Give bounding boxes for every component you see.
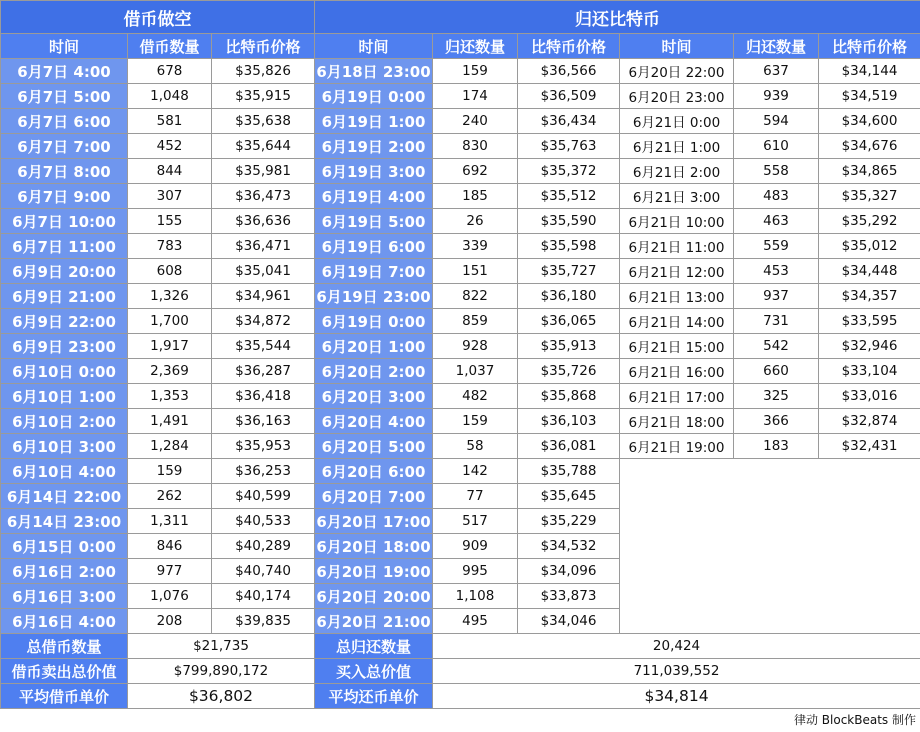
borrow-time-cell: 6月16日 4:00 (1, 609, 128, 634)
return2-time-cell: 6月21日 13:00 (620, 284, 734, 309)
return1-amount-cell: 909 (433, 534, 518, 559)
return1-amount-cell: 482 (433, 384, 518, 409)
return1-amount-cell: 174 (433, 84, 518, 109)
summary-row (1, 659, 920, 684)
table-row (1, 159, 920, 184)
return1-price-cell: $35,598 (518, 234, 620, 259)
return1-time-cell: 6月20日 5:00 (315, 434, 433, 459)
return1-time-cell: 6月18日 23:00 (315, 59, 433, 84)
return1-amount-cell: 26 (433, 209, 518, 234)
borrow-price-cell: $35,544 (212, 334, 315, 359)
return1-price-cell: $36,434 (518, 109, 620, 134)
return1-amount-cell: 159 (433, 409, 518, 434)
return1-time-cell: 6月20日 2:00 (315, 359, 433, 384)
return1-price-cell: $35,726 (518, 359, 620, 384)
return2-time-cell: 6月21日 11:00 (620, 234, 734, 259)
table-row (1, 209, 920, 234)
borrow-avg-value: $36,802 (128, 684, 315, 709)
return2-amount-cell: 483 (734, 184, 819, 209)
borrow-time-cell: 6月7日 8:00 (1, 159, 128, 184)
return1-time-cell: 6月19日 4:00 (315, 184, 433, 209)
borrow-time-cell: 6月10日 2:00 (1, 409, 128, 434)
return1-time-cell: 6月19日 5:00 (315, 209, 433, 234)
return1-price-cell: $35,868 (518, 384, 620, 409)
borrow-amount-cell: 1,491 (128, 409, 212, 434)
return1-price-cell: $33,873 (518, 584, 620, 609)
borrow-amount-cell: 2,369 (128, 359, 212, 384)
borrow-price-cell: $36,253 (212, 459, 315, 484)
return1-price-cell: $35,727 (518, 259, 620, 284)
return2-time-cell: 6月21日 17:00 (620, 384, 734, 409)
borrow-amount-cell: 1,048 (128, 84, 212, 109)
summary-row (1, 684, 920, 709)
return1-price-cell: $35,372 (518, 159, 620, 184)
return-bought-label: 买入总价值 (315, 659, 433, 684)
return1-price-cell: $36,065 (518, 309, 620, 334)
return2-price-cell: $34,676 (819, 134, 920, 159)
table-row (1, 109, 920, 134)
return2-amount-cell: 558 (734, 159, 819, 184)
borrow-time-cell: 6月7日 4:00 (1, 59, 128, 84)
borrow-price-cell: $36,163 (212, 409, 315, 434)
return2-price-cell: $34,519 (819, 84, 920, 109)
summary-rows (1, 634, 920, 709)
return-avg-value: $34,814 (433, 684, 920, 709)
borrow-time-cell: 6月7日 9:00 (1, 184, 128, 209)
borrow-price-cell: $34,872 (212, 309, 315, 334)
return-section-title: 归还比特币 (315, 1, 920, 34)
borrow-price-cell: $40,533 (212, 509, 315, 534)
borrow-time-cell: 6月10日 0:00 (1, 359, 128, 384)
borrow-time-cell: 6月10日 3:00 (1, 434, 128, 459)
return1-amount-cell: 495 (433, 609, 518, 634)
borrow-amount-cell: 159 (128, 459, 212, 484)
borrow-total-label: 总借币数量 (1, 634, 128, 659)
table-row (1, 309, 920, 334)
borrow-amount-cell: 155 (128, 209, 212, 234)
borrow-price-cell: $35,644 (212, 134, 315, 159)
return2-amount-cell: 731 (734, 309, 819, 334)
return1-time-cell: 6月20日 21:00 (315, 609, 433, 634)
return2-price-cell: $34,357 (819, 284, 920, 309)
return2-price-cell: $35,292 (819, 209, 920, 234)
return-total-label: 总归还数量 (315, 634, 433, 659)
borrow-total-value: $21,735 (128, 634, 315, 659)
borrow-amount-cell: 1,700 (128, 309, 212, 334)
return1-amount-cell: 151 (433, 259, 518, 284)
borrow-amount-cell: 452 (128, 134, 212, 159)
return2-amount-cell: 453 (734, 259, 819, 284)
col-header-btc-price: 比特币价格 (212, 34, 315, 59)
return2-time-cell: 6月21日 15:00 (620, 334, 734, 359)
table-row (1, 384, 920, 409)
borrow-section-title: 借币做空 (1, 1, 315, 34)
borrow-time-cell: 6月9日 22:00 (1, 309, 128, 334)
return1-price-cell: $34,046 (518, 609, 620, 634)
borrow-price-cell: $35,915 (212, 84, 315, 109)
column-header-row (1, 34, 920, 59)
return1-price-cell: $35,229 (518, 509, 620, 534)
return2-time-cell: 6月21日 2:00 (620, 159, 734, 184)
return1-amount-cell: 1,108 (433, 584, 518, 609)
borrow-amount-cell: 678 (128, 59, 212, 84)
return2-time-cell: 6月20日 23:00 (620, 84, 734, 109)
return2-time-cell: 6月21日 12:00 (620, 259, 734, 284)
return2-time-cell: 6月21日 16:00 (620, 359, 734, 384)
return-bought-value: 711,039,552 (433, 659, 920, 684)
return1-time-cell: 6月19日 6:00 (315, 234, 433, 259)
borrow-price-cell: $35,981 (212, 159, 315, 184)
table-row (1, 84, 920, 109)
return1-amount-cell: 830 (433, 134, 518, 159)
return2-time-cell: 6月21日 1:00 (620, 134, 734, 159)
borrow-time-cell: 6月10日 4:00 (1, 459, 128, 484)
return1-time-cell: 6月19日 0:00 (315, 84, 433, 109)
return1-time-cell: 6月20日 18:00 (315, 534, 433, 559)
borrow-amount-cell: 1,284 (128, 434, 212, 459)
title-row (1, 1, 920, 34)
return2-time-cell: 6月20日 22:00 (620, 59, 734, 84)
return1-amount-cell: 995 (433, 559, 518, 584)
return2-time-cell: 6月21日 18:00 (620, 409, 734, 434)
col-header-return-amount: 归还数量 (734, 34, 819, 59)
return2-amount-cell: 463 (734, 209, 819, 234)
borrow-time-cell: 6月7日 11:00 (1, 234, 128, 259)
return1-price-cell: $35,913 (518, 334, 620, 359)
return1-price-cell: $36,509 (518, 84, 620, 109)
borrow-sold-value: $799,890,172 (128, 659, 315, 684)
borrow-amount-cell: 307 (128, 184, 212, 209)
col-header-time: 时间 (1, 34, 128, 59)
borrow-time-cell: 6月7日 6:00 (1, 109, 128, 134)
return-avg-label: 平均还币单价 (315, 684, 433, 709)
borrow-time-cell: 6月9日 23:00 (1, 334, 128, 359)
borrow-amount-cell: 262 (128, 484, 212, 509)
return1-amount-cell: 185 (433, 184, 518, 209)
return2-time-cell: 6月21日 10:00 (620, 209, 734, 234)
col-header-btc-price: 比特币价格 (819, 34, 920, 59)
borrow-price-cell: $35,041 (212, 259, 315, 284)
borrow-price-cell: $36,418 (212, 384, 315, 409)
borrow-time-cell: 6月7日 5:00 (1, 84, 128, 109)
return1-time-cell: 6月20日 1:00 (315, 334, 433, 359)
return1-amount-cell: 517 (433, 509, 518, 534)
borrow-price-cell: $40,740 (212, 559, 315, 584)
return1-price-cell: $35,763 (518, 134, 620, 159)
table-row (1, 284, 920, 309)
return1-time-cell: 6月20日 19:00 (315, 559, 433, 584)
return1-amount-cell: 77 (433, 484, 518, 509)
return2-amount-cell: 937 (734, 284, 819, 309)
borrow-amount-cell: 208 (128, 609, 212, 634)
table-row (1, 134, 920, 159)
return1-amount-cell: 339 (433, 234, 518, 259)
table-row (1, 234, 920, 259)
borrow-amount-cell: 1,326 (128, 284, 212, 309)
table-row (1, 334, 920, 359)
borrow-time-cell: 6月7日 7:00 (1, 134, 128, 159)
return2-amount-cell: 366 (734, 409, 819, 434)
return2-price-cell: $32,874 (819, 409, 920, 434)
borrow-price-cell: $40,599 (212, 484, 315, 509)
return2-amount-cell: 594 (734, 109, 819, 134)
return1-price-cell: $35,590 (518, 209, 620, 234)
return2-time-cell: 6月21日 14:00 (620, 309, 734, 334)
return2-price-cell: $33,595 (819, 309, 920, 334)
return1-price-cell: $34,532 (518, 534, 620, 559)
borrow-avg-label: 平均借币单价 (1, 684, 128, 709)
footer (0, 708, 920, 730)
return1-time-cell: 6月20日 6:00 (315, 459, 433, 484)
return1-time-cell: 6月20日 4:00 (315, 409, 433, 434)
borrow-price-cell: $39,835 (212, 609, 315, 634)
return2-amount-cell: 542 (734, 334, 819, 359)
borrow-sold-label: 借币卖出总价值 (1, 659, 128, 684)
data-rows (1, 59, 920, 634)
borrow-price-cell: $40,289 (212, 534, 315, 559)
borrow-price-cell: $40,174 (212, 584, 315, 609)
return1-time-cell: 6月19日 0:00 (315, 309, 433, 334)
borrow-amount-cell: 844 (128, 159, 212, 184)
return2-time-cell: 6月21日 0:00 (620, 109, 734, 134)
col-header-time: 时间 (620, 34, 734, 59)
borrow-amount-cell: 608 (128, 259, 212, 284)
return1-time-cell: 6月19日 7:00 (315, 259, 433, 284)
table-row (1, 359, 920, 384)
return2-amount-cell: 660 (734, 359, 819, 384)
col-header-btc-price: 比特币价格 (518, 34, 620, 59)
return1-price-cell: $35,788 (518, 459, 620, 484)
credit-text: 律动 BlockBeats 制作 (793, 713, 916, 727)
table-row (1, 259, 920, 284)
table-row (1, 434, 920, 459)
return1-price-cell: $36,180 (518, 284, 620, 309)
return1-amount-cell: 1,037 (433, 359, 518, 384)
return2-price-cell: $33,016 (819, 384, 920, 409)
borrow-time-cell: 6月15日 0:00 (1, 534, 128, 559)
return1-amount-cell: 142 (433, 459, 518, 484)
return1-price-cell: $35,645 (518, 484, 620, 509)
borrow-amount-cell: 1,353 (128, 384, 212, 409)
return1-price-cell: $36,103 (518, 409, 620, 434)
table-row (1, 459, 920, 484)
return1-amount-cell: 928 (433, 334, 518, 359)
return2-price-cell: $34,448 (819, 259, 920, 284)
borrow-price-cell: $34,961 (212, 284, 315, 309)
return1-amount-cell: 822 (433, 284, 518, 309)
col-header-return-amount: 归还数量 (433, 34, 518, 59)
borrow-price-cell: $35,826 (212, 59, 315, 84)
borrow-price-cell: $36,636 (212, 209, 315, 234)
borrow-time-cell: 6月7日 10:00 (1, 209, 128, 234)
return1-time-cell: 6月19日 1:00 (315, 109, 433, 134)
return2-price-cell: $35,327 (819, 184, 920, 209)
return1-time-cell: 6月19日 3:00 (315, 159, 433, 184)
return2-price-cell: $33,104 (819, 359, 920, 384)
borrow-time-cell: 6月14日 22:00 (1, 484, 128, 509)
borrow-time-cell: 6月9日 20:00 (1, 259, 128, 284)
return1-amount-cell: 692 (433, 159, 518, 184)
return2-price-cell: $32,431 (819, 434, 920, 459)
return1-amount-cell: 240 (433, 109, 518, 134)
col-header-borrow-amount: 借币数量 (128, 34, 212, 59)
return1-time-cell: 6月19日 2:00 (315, 134, 433, 159)
return2-amount-cell: 939 (734, 84, 819, 109)
return2-amount-cell: 325 (734, 384, 819, 409)
borrow-time-cell: 6月16日 3:00 (1, 584, 128, 609)
borrow-amount-cell: 977 (128, 559, 212, 584)
return1-price-cell: $34,096 (518, 559, 620, 584)
return1-time-cell: 6月20日 3:00 (315, 384, 433, 409)
return1-amount-cell: 159 (433, 59, 518, 84)
return1-time-cell: 6月20日 17:00 (315, 509, 433, 534)
return1-price-cell: $36,566 (518, 59, 620, 84)
empty-area (620, 459, 920, 634)
return1-time-cell: 6月20日 20:00 (315, 584, 433, 609)
borrow-price-cell: $36,471 (212, 234, 315, 259)
table-row (1, 59, 920, 84)
return1-time-cell: 6月20日 7:00 (315, 484, 433, 509)
borrow-amount-cell: 846 (128, 534, 212, 559)
summary-row (1, 634, 920, 659)
borrow-time-cell: 6月9日 21:00 (1, 284, 128, 309)
borrow-amount-cell: 783 (128, 234, 212, 259)
return2-amount-cell: 183 (734, 434, 819, 459)
table-row (1, 184, 920, 209)
borrow-price-cell: $36,287 (212, 359, 315, 384)
borrow-amount-cell: 1,917 (128, 334, 212, 359)
return2-time-cell: 6月21日 19:00 (620, 434, 734, 459)
borrow-amount-cell: 1,311 (128, 509, 212, 534)
borrow-price-cell: $36,473 (212, 184, 315, 209)
return2-price-cell: $32,946 (819, 334, 920, 359)
return2-amount-cell: 559 (734, 234, 819, 259)
return2-amount-cell: 610 (734, 134, 819, 159)
col-header-time: 时间 (315, 34, 433, 59)
borrow-time-cell: 6月16日 2:00 (1, 559, 128, 584)
return2-time-cell: 6月21日 3:00 (620, 184, 734, 209)
return1-amount-cell: 58 (433, 434, 518, 459)
return1-price-cell: $35,512 (518, 184, 620, 209)
table-row (1, 409, 920, 434)
return2-price-cell: $34,600 (819, 109, 920, 134)
borrow-time-cell: 6月10日 1:00 (1, 384, 128, 409)
return2-price-cell: $34,865 (819, 159, 920, 184)
borrow-amount-cell: 581 (128, 109, 212, 134)
return2-price-cell: $35,012 (819, 234, 920, 259)
borrow-price-cell: $35,953 (212, 434, 315, 459)
return1-price-cell: $36,081 (518, 434, 620, 459)
return2-price-cell: $34,144 (819, 59, 920, 84)
borrow-amount-cell: 1,076 (128, 584, 212, 609)
borrow-price-cell: $35,638 (212, 109, 315, 134)
return1-time-cell: 6月19日 23:00 (315, 284, 433, 309)
return1-amount-cell: 859 (433, 309, 518, 334)
return2-amount-cell: 637 (734, 59, 819, 84)
return-total-value: 20,424 (433, 634, 920, 659)
borrow-time-cell: 6月14日 23:00 (1, 509, 128, 534)
